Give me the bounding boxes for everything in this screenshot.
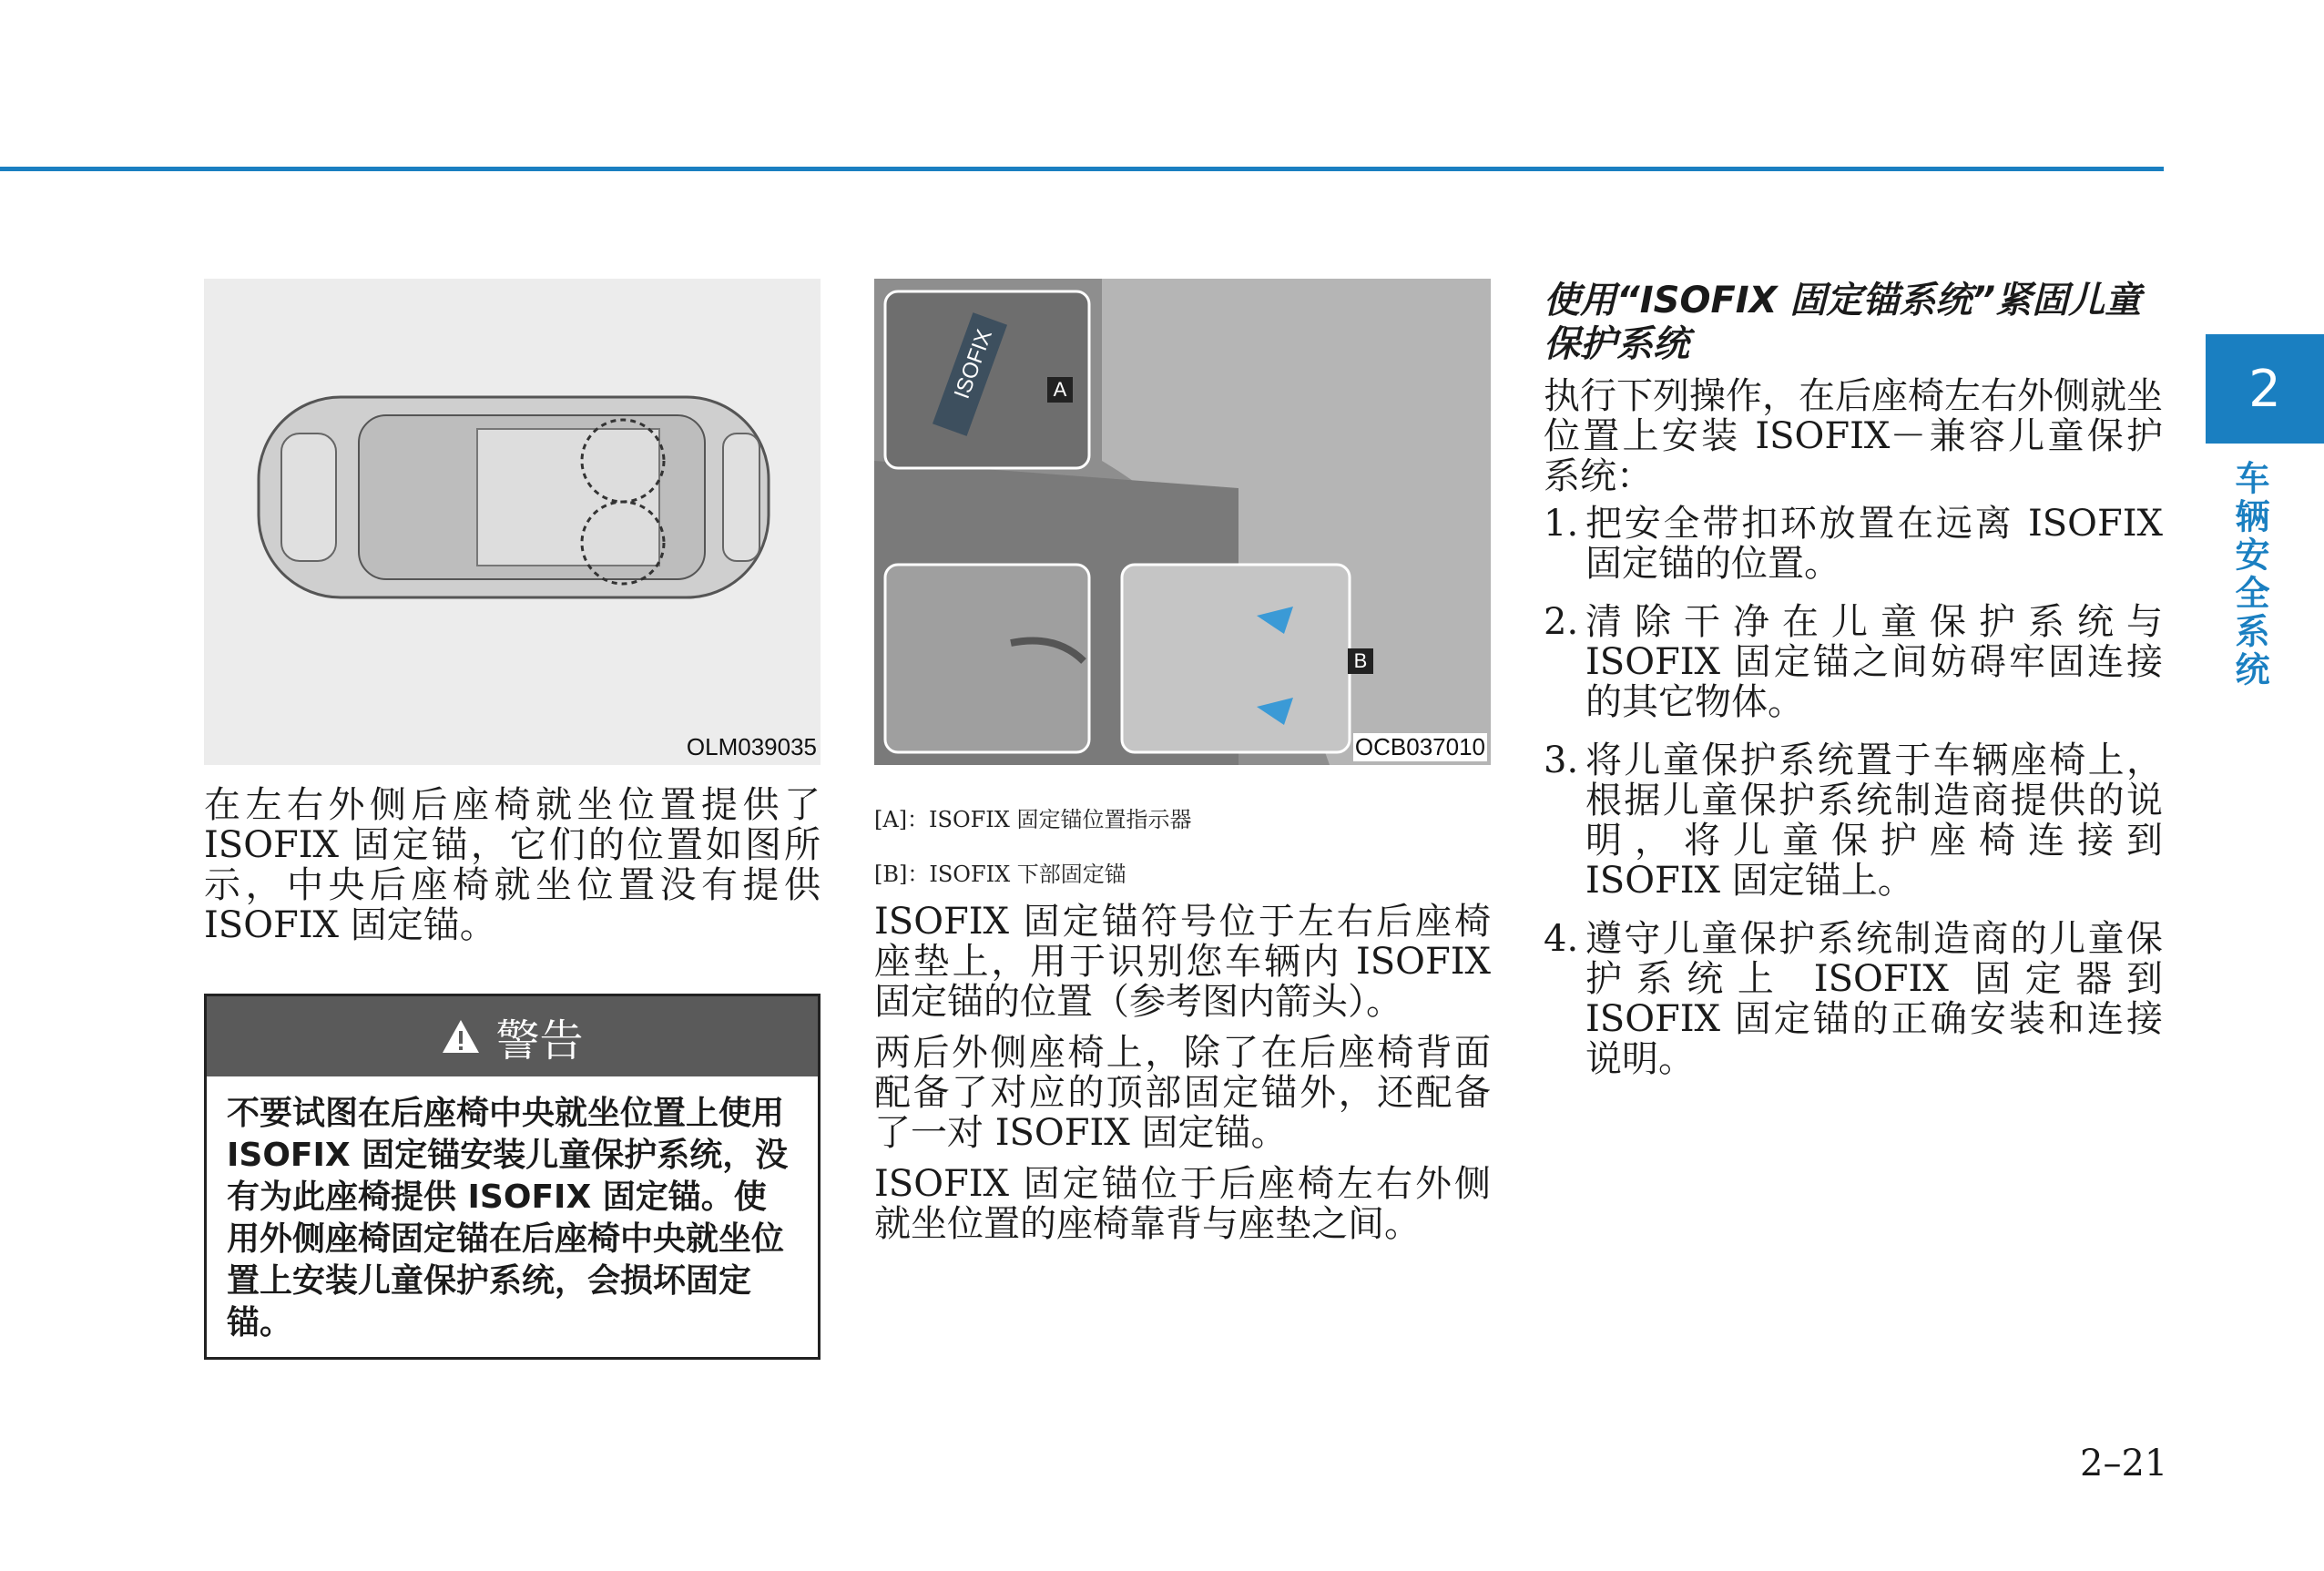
list-item: 3. 将儿童保护系统置于车辆座椅上，根据儿童保护系统制造商提供的说明，将儿童保护座椅连接到 ISOFIX 固定锚上。 (1544, 740, 2163, 902)
chapter-number: 2 (2248, 359, 2281, 419)
col2-paragraph-2: 两后外侧座椅上，除了在后座椅背面配备了对应的顶部固定锚外，还配备了一对 ISOFIX 固定锚。 (874, 1032, 1491, 1154)
car-top-view-illustration (204, 279, 821, 765)
figure-isofix-anchors (874, 279, 1491, 765)
warning-title: 警告 (495, 1015, 584, 1066)
col2-paragraph-3: ISOFIX 固定锚位于后座椅左右外侧就坐位置的座椅靠背与座垫之间。 (874, 1163, 1491, 1245)
col1-paragraph: 在左右外侧后座椅就坐位置提供了ISOFIX 固定锚，它们的位置如图所示，中央后座椅就坐位置没有提供ISOFIX 固定锚。 (204, 784, 821, 946)
caption-b: [B]：ISOFIX 下部固定锚 (874, 862, 1126, 887)
chapter-tab (2206, 334, 2324, 444)
isofix-tag-label: ISOFIX (949, 326, 998, 403)
warning-triangle-icon (441, 1018, 481, 1055)
col2-paragraph-1: ISOFIX 固定锚符号位于左右后座椅座垫上，用于识别您车辆内 ISOFIX 固定锚的位置（参考图内箭头）。 (874, 901, 1491, 1023)
warning-header (207, 996, 818, 1076)
list-item: 1. 把安全带扣环放置在远离 ISOFIX 固定锚的位置。 (1544, 503, 2163, 585)
figure-car-top-view (204, 279, 821, 765)
header-rule (0, 167, 2164, 171)
caption-a: [A]：ISOFIX 固定锚位置指示器 (874, 807, 1192, 832)
list-item: 4. 遵守儿童保护系统制造商的儿童保护系统上 ISOFIX 固定器到 ISOFIX 固定锚的正确安装和连接说明。 (1544, 918, 2163, 1080)
callout-b: B (1348, 648, 1373, 674)
page-number: 2–21 (2080, 1443, 2168, 1484)
col3-intro: 执行下列操作，在后座椅左右外侧就坐位置上安装 ISOFIX－兼容儿童保护系统： (1544, 375, 2163, 497)
warning-box (204, 994, 821, 1360)
list-item: 2. 清除干净在儿童保护系统与 ISOFIX 固定锚之间妨碍牢固连接的其它物体。 (1544, 601, 2163, 723)
callout-a: A (1047, 377, 1073, 403)
section-title: 使用“ISOFIX 固定锚系统”紧固儿童保护系统 (1544, 280, 2142, 365)
figure-code: OCB037010 (1354, 733, 1485, 760)
steps-list (1544, 504, 2163, 1097)
warning-text: 不要试图在后座椅中央就坐位置上使用 ISOFIX 固定锚安装儿童保护系统，没有为此座椅提供 ISOFIX 固定锚。使用外侧座椅固定锚在后座椅中央就坐位置上安装儿童保护系统，会损坏固定锚。 (227, 1095, 789, 1341)
chapter-title: 车辆安全系统 (2229, 460, 2269, 689)
figure-code: OLM039035 (686, 733, 817, 760)
